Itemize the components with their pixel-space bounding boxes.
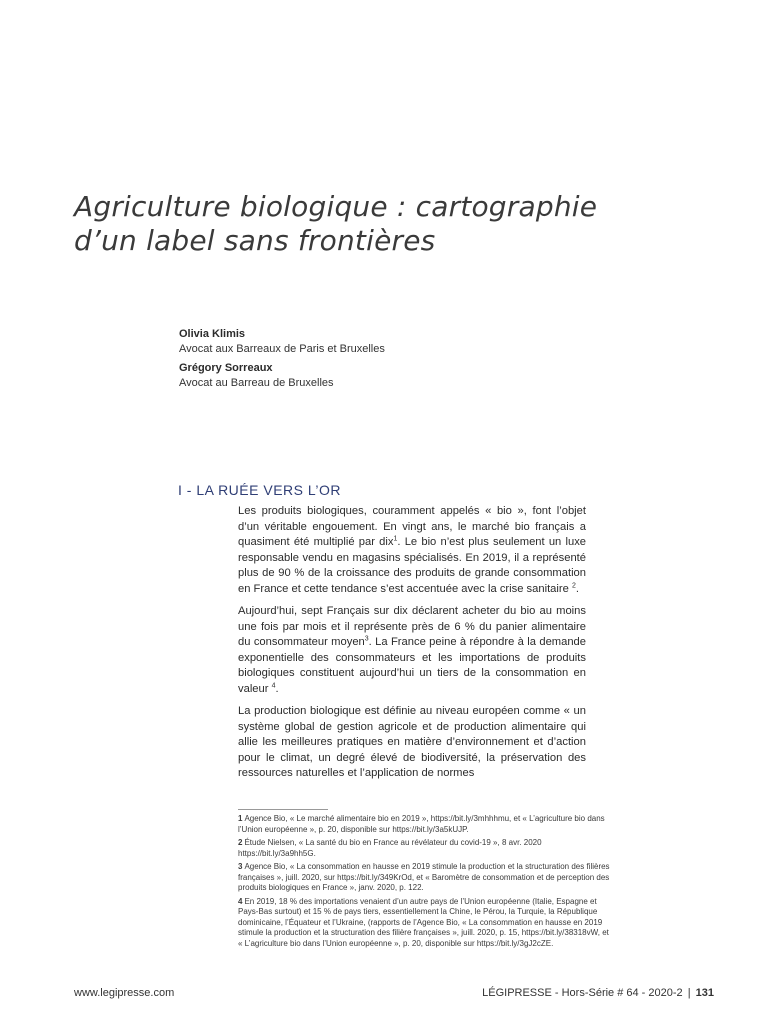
article-title bbox=[74, 190, 714, 258]
footnote bbox=[238, 897, 610, 950]
footnote-ref[interactable]: 1 bbox=[393, 535, 398, 543]
section-heading: I - LA RUÉE VERS L’OR bbox=[178, 482, 341, 498]
body-paragraph: La production biologique est définie au niveau européen comme « un système global de gestion agricole et de production alimentaire qui allie les meilleures pratiques en matière d’environnement et d’action pour le climat, un degré élevé de biodiversité, la préservation des ressources naturelles et l’application de normes bbox=[238, 705, 586, 779]
page-number: 131 bbox=[695, 987, 714, 999]
page-separator: | bbox=[687, 987, 691, 999]
footnote-text: Étude Nielsen, « La santé du bio en France au révélateur du covid-19 », 8 avr. 2020 https://bit.ly/3a9hh5G. bbox=[238, 838, 542, 858]
footnote-number: 4 bbox=[238, 896, 243, 906]
footnote bbox=[238, 862, 610, 894]
article-title-line-1: Agriculture biologique : cartographie bbox=[74, 190, 598, 223]
footnote-text: Agence Bio, « La consommation en hausse en 2019 stimule la production et la structuration des filières françaises », juill. 2020, sur https://bit.ly/349KrOd, et « Baromètre de consommation et de perception des produits biologiques en France », janv. 2020, p. 122. bbox=[238, 862, 610, 892]
footnote-number: 1 bbox=[238, 814, 243, 823]
footnote-ref[interactable]: 3 bbox=[364, 635, 369, 643]
article-title-line-2: d’un label sans frontières bbox=[74, 224, 436, 257]
footnote-ref[interactable]: 2 bbox=[571, 581, 576, 589]
footnote-text: En 2019, 18 % des importations venaient d’un autre pays de l’Union européenne (Italie, Espagne et Pays-Bas surtout) et 15 % de pays tiers, essentiellement la Chine, le Pérou, la Turquie, la République dominicaine, l’Équateur et l’Ukraine, (rapports de l’Agence Bio, « La consommation en hausse en 2019 stimule la production et la structuration des filière françaises », juill. 2020, p. 15, https://bit.ly/38318vW, et « L’agriculture bio dans l’Union européenne », p. 20, disponible sur https://bit.ly/3gJ2cZE. bbox=[238, 896, 609, 948]
footnote-divider bbox=[238, 809, 328, 810]
footnote-ref[interactable]: 4 bbox=[271, 681, 276, 689]
footer-publication-info bbox=[482, 987, 714, 999]
footnote-number: 3 bbox=[238, 862, 243, 871]
body-paragraph: Les produits biologiques, couramment appelés « bio », font l’objet d’un véritable engouement. En vingt ans, le marché bio français a quasiment été multiplié par dix$^1$. Le bio n’est plus seulement un luxe responsable vendu en magasins spécialisés. En 2019, il a représenté plus de 90 % de la croissance des produits de grande consommation en France et cette tendance s’est accentuée avec la crise sanitaire $^2$. bbox=[238, 505, 587, 595]
author-name: Grégory Sorreaux bbox=[179, 362, 273, 374]
footnote bbox=[238, 814, 610, 835]
publication-name: LÉGIPRESSE - Hors-Série # 64 - 2020-2 bbox=[482, 987, 683, 999]
author-role: Avocat aux Barreaux de Paris et Bruxelles bbox=[179, 343, 385, 355]
author-name: Olivia Klimis bbox=[179, 328, 246, 340]
footnote-number: 2 bbox=[238, 838, 243, 847]
footnote-text: Agence Bio, « Le marché alimentaire bio en 2019 », https://bit.ly/3mhhhmu, et « L’agriculture bio dans l’Union européenne », p. 20, disponible sur https://bit.ly/3a5kUJP. bbox=[238, 814, 605, 834]
footnote bbox=[238, 838, 610, 859]
author-role: Avocat au Barreau de Bruxelles bbox=[179, 377, 334, 389]
footer-website-link[interactable]: www.legipresse.com bbox=[74, 987, 175, 999]
footnotes bbox=[238, 814, 610, 952]
body-paragraph: Aujourd’hui, sept Français sur dix déclarent acheter du bio au moins une fois par mois et il représente près de 6 % du panier alimentaire du consommateur moyen$^3$. La France peine à répondre à la demande exponentielle des consommateurs et les importations de produits biologiques constituent aujourd’hui un tiers de la consommation en valeur $^4$. bbox=[238, 605, 586, 695]
article-body bbox=[238, 504, 586, 789]
author-block bbox=[179, 327, 579, 395]
